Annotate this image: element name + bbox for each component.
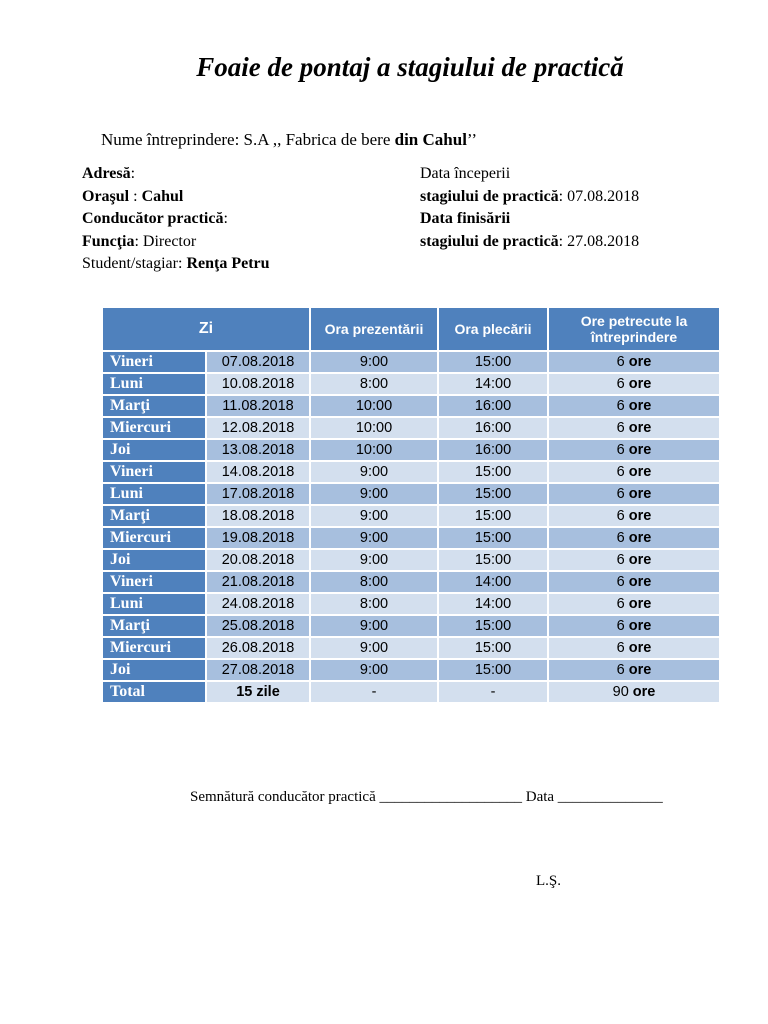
- table-row: [103, 374, 719, 396]
- day-cell: Joi: [103, 550, 205, 572]
- header-day: Zi: [103, 308, 309, 352]
- arrival-cell: 9:00: [311, 462, 437, 484]
- hours-cell: [549, 660, 719, 682]
- day-cell: Marţi: [103, 396, 205, 418]
- hours-unit: ore: [628, 354, 652, 370]
- hours-unit: ore: [628, 376, 652, 392]
- hours-cell: [549, 462, 719, 484]
- day-cell: Luni: [103, 484, 205, 506]
- attendance-table: [101, 308, 721, 704]
- date-cell: 27.08.2018: [207, 660, 309, 682]
- arrival-cell: 9:00: [311, 506, 437, 528]
- hours-value: 6: [616, 530, 625, 546]
- end-date-line: stagiului de practică: 27.08.2018: [420, 232, 640, 250]
- date-cell: 13.08.2018: [207, 440, 309, 462]
- departure-cell: 15:00: [439, 528, 547, 550]
- hours-unit: ore: [628, 596, 652, 612]
- hours-value: 6: [616, 376, 625, 392]
- table-row: [103, 506, 719, 528]
- date-cell: 07.08.2018: [207, 352, 309, 374]
- end-date-label: Data finisării: [420, 210, 511, 227]
- table-row: [103, 440, 719, 462]
- table-row: [103, 594, 719, 616]
- arrival-cell: -: [311, 682, 437, 704]
- start-date-line: stagiului de practică: 07.08.2018: [420, 187, 640, 205]
- arrival-cell: 8:00: [311, 572, 437, 594]
- departure-cell: 15:00: [439, 550, 547, 572]
- departure-cell: -: [439, 682, 547, 704]
- day-cell: Marţi: [103, 506, 205, 528]
- hours-cell: [549, 440, 719, 462]
- departure-cell: 14:00: [439, 572, 547, 594]
- date-cell: 21.08.2018: [207, 572, 309, 594]
- hours-cell: [549, 594, 719, 616]
- header-hours: Ore petrecute la întreprindere: [549, 308, 719, 352]
- date-cell: 26.08.2018: [207, 638, 309, 660]
- city-line: Oraşul : Cahul: [82, 187, 184, 205]
- table-row: [103, 572, 719, 594]
- function-line: Funcţia: Director: [82, 232, 197, 250]
- day-cell: Vineri: [103, 462, 205, 484]
- hours-value: 6: [616, 464, 625, 480]
- hours-value: 6: [616, 508, 625, 524]
- hours-unit: ore: [628, 574, 652, 590]
- date-cell: 14.08.2018: [207, 462, 309, 484]
- header-arrival: Ora prezentării: [311, 308, 437, 352]
- table-row: [103, 660, 719, 682]
- hours-cell: [549, 418, 719, 440]
- hours-unit: ore: [628, 398, 652, 414]
- hours-value: 6: [616, 596, 625, 612]
- hours-value: 6: [616, 618, 625, 634]
- hours-unit: ore: [632, 684, 656, 700]
- hours-value: 6: [616, 486, 625, 502]
- hours-cell: [549, 528, 719, 550]
- table-row: [103, 528, 719, 550]
- address-line: Adresă:: [82, 165, 136, 182]
- hours-value: 6: [616, 420, 625, 436]
- arrival-cell: 9:00: [311, 528, 437, 550]
- date-cell: 20.08.2018: [207, 550, 309, 572]
- departure-cell: 15:00: [439, 484, 547, 506]
- hours-unit: ore: [628, 530, 652, 546]
- hours-value: 90: [612, 684, 633, 700]
- day-cell: Miercuri: [103, 418, 205, 440]
- day-cell: Total: [103, 682, 205, 704]
- arrival-cell: 9:00: [311, 616, 437, 638]
- hours-unit: ore: [628, 662, 652, 678]
- day-cell: Vineri: [103, 572, 205, 594]
- total-row: [103, 682, 719, 704]
- departure-cell: 16:00: [439, 418, 547, 440]
- date-cell: 18.08.2018: [207, 506, 309, 528]
- document-title: Foaie de pontaj a stagiului de practică: [196, 52, 624, 82]
- hours-cell: [549, 550, 719, 572]
- departure-cell: 15:00: [439, 616, 547, 638]
- hours-value: 6: [616, 662, 625, 678]
- day-cell: Luni: [103, 374, 205, 396]
- departure-cell: 15:00: [439, 660, 547, 682]
- date-cell: 12.08.2018: [207, 418, 309, 440]
- date-cell: 17.08.2018: [207, 484, 309, 506]
- arrival-cell: 9:00: [311, 638, 437, 660]
- arrival-cell: 8:00: [311, 594, 437, 616]
- table-row: [103, 396, 719, 418]
- hours-value: 6: [616, 442, 625, 458]
- hours-value: 6: [616, 552, 625, 568]
- hours-unit: ore: [628, 640, 652, 656]
- hours-cell: [549, 506, 719, 528]
- student-line: Student/stagiar: Renţa Petru: [82, 255, 270, 272]
- left-info-block: [82, 163, 270, 276]
- departure-cell: 15:00: [439, 506, 547, 528]
- hours-unit: ore: [628, 618, 652, 634]
- date-cell: 11.08.2018: [207, 396, 309, 418]
- departure-cell: 15:00: [439, 462, 547, 484]
- hours-unit: ore: [628, 420, 652, 436]
- departure-cell: 16:00: [439, 440, 547, 462]
- date-cell: 25.08.2018: [207, 616, 309, 638]
- day-cell: Miercuri: [103, 638, 205, 660]
- table-row: [103, 462, 719, 484]
- day-cell: Marţi: [103, 616, 205, 638]
- departure-cell: 14:00: [439, 594, 547, 616]
- day-cell: Miercuri: [103, 528, 205, 550]
- departure-cell: 14:00: [439, 374, 547, 396]
- arrival-cell: 10:00: [311, 396, 437, 418]
- supervisor-line: Conducător practică:: [82, 210, 228, 227]
- departure-cell: 15:00: [439, 352, 547, 374]
- table-row: [103, 616, 719, 638]
- arrival-cell: 9:00: [311, 550, 437, 572]
- departure-cell: 16:00: [439, 396, 547, 418]
- day-cell: Joi: [103, 660, 205, 682]
- hours-value: 6: [616, 398, 625, 414]
- departure-cell: 15:00: [439, 638, 547, 660]
- table-row: [103, 418, 719, 440]
- date-cell: 24.08.2018: [207, 594, 309, 616]
- hours-cell: [549, 682, 719, 704]
- hours-cell: [549, 638, 719, 660]
- date-cell: 15 zile: [207, 682, 309, 704]
- day-cell: Luni: [103, 594, 205, 616]
- arrival-cell: 9:00: [311, 352, 437, 374]
- arrival-cell: 10:00: [311, 440, 437, 462]
- day-cell: Joi: [103, 440, 205, 462]
- stamp-place: L.Ş.: [536, 873, 562, 889]
- header-departure: Ora plecării: [439, 308, 547, 352]
- table-header-row: [103, 308, 719, 352]
- hours-value: 6: [616, 574, 625, 590]
- table-row: [103, 550, 719, 572]
- hours-unit: ore: [628, 552, 652, 568]
- hours-cell: [549, 572, 719, 594]
- table-row: [103, 638, 719, 660]
- date-cell: 10.08.2018: [207, 374, 309, 396]
- hours-cell: [549, 396, 719, 418]
- hours-cell: [549, 484, 719, 506]
- hours-cell: [549, 352, 719, 374]
- date-cell: 19.08.2018: [207, 528, 309, 550]
- hours-unit: ore: [628, 486, 652, 502]
- company-name: Nume întreprindere: S.A ,, Fabrica de bere din Cahul’’: [101, 130, 477, 149]
- day-cell: Vineri: [103, 352, 205, 374]
- hours-cell: [549, 616, 719, 638]
- arrival-cell: 9:00: [311, 484, 437, 506]
- hours-cell: [549, 374, 719, 396]
- arrival-cell: 8:00: [311, 374, 437, 396]
- hours-unit: ore: [628, 464, 652, 480]
- hours-value: 6: [616, 640, 625, 656]
- hours-value: 6: [616, 354, 625, 370]
- right-info-block: [420, 163, 639, 253]
- hours-unit: ore: [628, 508, 652, 524]
- table-row: [103, 352, 719, 374]
- arrival-cell: 9:00: [311, 660, 437, 682]
- start-date-label: Data începerii: [420, 165, 511, 182]
- hours-unit: ore: [628, 442, 652, 458]
- table-row: [103, 484, 719, 506]
- arrival-cell: 10:00: [311, 418, 437, 440]
- signature-line: Semnătură conducător practică ___________________ Data ______________: [190, 789, 663, 805]
